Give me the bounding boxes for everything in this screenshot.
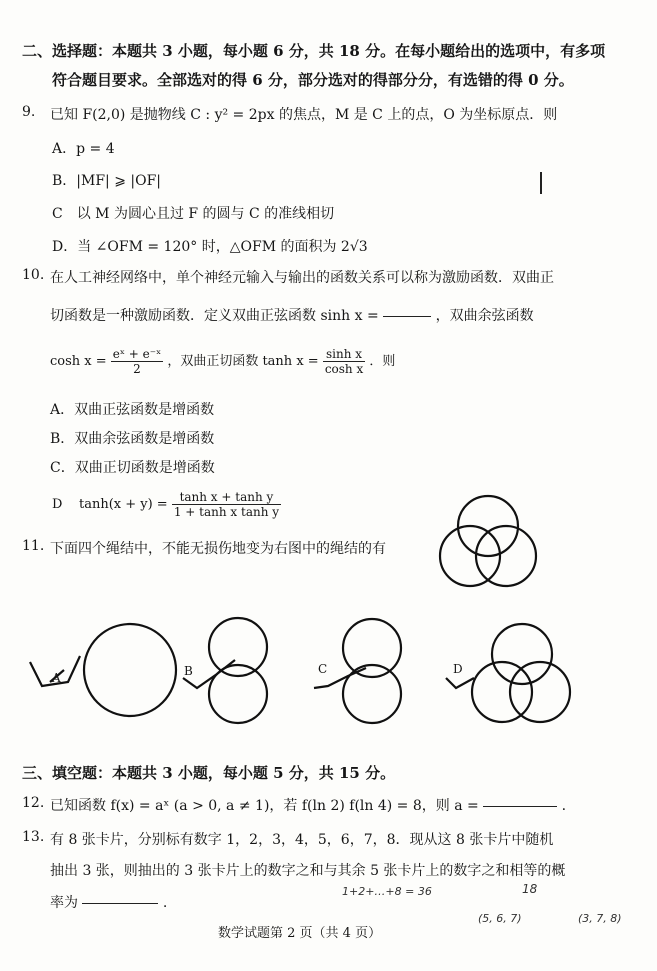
section-2-heading: 二、选择题：本题共 3 小题，每小题 6 分，共 18 分。在每小题给出的选项中，有多项 [22,42,606,60]
q10-cosh-fraction [111,347,163,376]
q10-tail: ．则 [369,354,396,369]
q11-number: 11. [22,538,45,554]
trefoil-knot-figure [430,490,550,600]
q10-tanh-intro: ，双曲正切函数 tanh x = [167,354,319,369]
q10-line-3 [50,347,395,376]
section-2-heading-cont: 符合题目要求。全部选对的得 6 分，部分选对的得部分分，有选错的得 0 分。 [52,71,574,89]
q10-sinh-definition: 切函数是一种激励函数．定义双曲正弦函数 sinh x = [50,308,379,324]
q10-number: 10. [22,267,45,283]
cosh-denominator: 2 [133,362,141,376]
q9-option-d: D．当 ∠OFM = 120° 时，△OFM 的面积为 2√3 [52,239,368,255]
q12-stem-text: 已知函数 f(x) = aˣ (a > 0, a ≠ 1)，若 f(ln 2) f(ln 4) = 8，则 a = [50,798,479,814]
q9-option-c: C 以 M 为圆心且过 F 的圆与 C 的准线相切 [52,206,335,222]
q13-line-3 [50,892,167,912]
q13-line-2: 抽出 3 张，则抽出的 3 张卡片上的数字之和与其余 5 张卡片上的数字之和相等的概 [50,863,566,879]
q13-answer-blank [82,902,158,904]
q10-option-d [52,490,281,519]
q10-option-d-fraction [172,490,281,519]
q10-tanh-fraction [323,347,365,376]
q10-option-c: C．双曲正切函数是增函数 [50,460,215,476]
handwritten-note-triple-1: (5, 6, 7) [478,912,522,925]
knot-label-b: B [184,664,193,678]
handwritten-note-triple-2: (3, 7, 8) [578,912,622,925]
q12-stem [50,795,566,815]
d-denominator: 1 + tanh x tanh y [173,505,280,519]
q9-number: 9. [22,104,36,120]
q12-number: 12. [22,795,45,811]
q10-option-d-label: D [52,497,63,512]
knot-label-a: A [52,671,61,685]
q13-line-1: 有 8 张卡片，分别标有数字 1，2，3，4，5，6，7，8．现从这 8 张卡片中随机 [50,832,554,848]
q13-line-3-text: 率为 [50,895,78,911]
knot-label-d: D [453,662,463,676]
q9-option-b: B．|MF| ⩾ |OF| [52,173,162,189]
q11-stem: 下面四个绳结中，不能无损伤地变为右图中的绳结的有 [50,541,386,557]
page-footer: 数学试题第 2 页（共 4 页） [218,926,382,941]
handwritten-note-sum: 1+2+…+8 = 36 [342,885,432,898]
pen-mark [540,172,542,194]
q10-cosh-intro: ，双曲余弦函数 [435,308,534,324]
section-3-heading: 三、填空题：本题共 3 小题，每小题 5 分，共 15 分。 [22,764,396,782]
handwritten-note-half: 18 [522,882,538,896]
q12-answer-blank [483,805,557,807]
q10-cosh-lhs: cosh x = [50,354,107,369]
tanh-numerator: sinh x [323,347,365,362]
q10-option-d-lhs: tanh(x + y) = [78,497,168,512]
q12-stem-end: . [561,798,567,814]
q9-stem: 已知 F(2,0) 是抛物线 C : y² = 2px 的焦点，M 是 C 上的点，O 为坐标原点．则 [50,107,558,123]
knot-option-a-figure [20,610,180,720]
q10-option-b: B．双曲余弦函数是增函数 [50,431,215,447]
q9-option-a: A．p = 4 [52,141,115,157]
tanh-denominator: cosh x [324,362,364,376]
q10-line-2 [50,305,534,325]
q10-sinh-blank [383,315,431,317]
q13-number: 13. [22,829,45,845]
cosh-numerator: eˣ + e⁻ˣ [112,347,162,361]
knot-option-d-figure [440,622,580,732]
q13-line-3-end: . [162,895,168,911]
q10-line-1: 在人工神经网络中，单个神经元输入与输出的函数关系可以称为激励函数．双曲正 [50,270,554,286]
d-numerator: tanh x + tanh y [172,490,281,505]
q10-option-a: A．双曲正弦函数是增函数 [50,402,215,418]
knot-label-c: C [318,662,328,676]
